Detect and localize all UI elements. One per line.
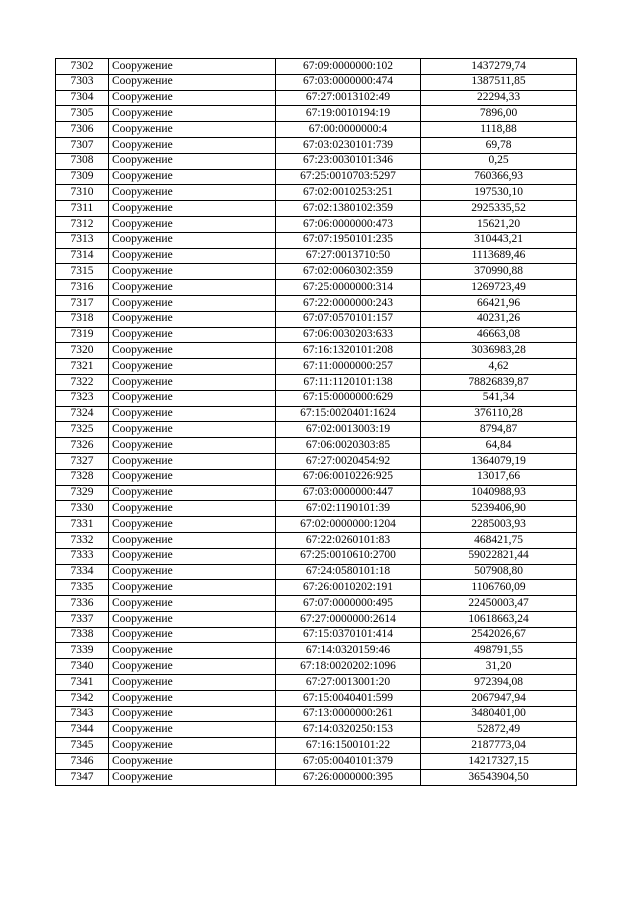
row-number-cell: 7312	[56, 216, 109, 232]
value-cell: 69,78	[421, 137, 577, 153]
cadastral-number-cell: 67:27:0013710:50	[276, 248, 421, 264]
object-type-cell: Сооружение	[109, 659, 276, 675]
table-row	[56, 390, 577, 406]
object-type-cell: Сооружение	[109, 438, 276, 454]
row-number-cell: 7305	[56, 106, 109, 122]
table-row	[56, 106, 577, 122]
object-type-cell: Сооружение	[109, 264, 276, 280]
row-number-cell: 7327	[56, 453, 109, 469]
row-number-cell: 7340	[56, 659, 109, 675]
object-type-cell: Сооружение	[109, 548, 276, 564]
object-type-cell: Сооружение	[109, 311, 276, 327]
value-cell: 7896,00	[421, 106, 577, 122]
value-cell: 498791,55	[421, 643, 577, 659]
cadastral-number-cell: 67:03:0000000:447	[276, 485, 421, 501]
row-number-cell: 7307	[56, 137, 109, 153]
table-row	[56, 169, 577, 185]
table-row	[56, 311, 577, 327]
row-number-cell: 7336	[56, 596, 109, 612]
cadastral-number-cell: 67:02:1380102:359	[276, 201, 421, 217]
table-row	[56, 327, 577, 343]
object-type-cell: Сооружение	[109, 153, 276, 169]
object-type-cell: Сооружение	[109, 343, 276, 359]
table-row	[56, 517, 577, 533]
row-number-cell: 7328	[56, 469, 109, 485]
cadastral-number-cell: 67:06:0010226:925	[276, 469, 421, 485]
row-number-cell: 7322	[56, 374, 109, 390]
table-row	[56, 422, 577, 438]
value-cell: 10618663,24	[421, 611, 577, 627]
value-cell: 1437279,74	[421, 59, 577, 75]
cadastral-number-cell: 67:23:0030101:346	[276, 153, 421, 169]
table-row	[56, 690, 577, 706]
table-row	[56, 185, 577, 201]
table-row	[56, 738, 577, 754]
row-number-cell: 7316	[56, 280, 109, 296]
object-type-cell: Сооружение	[109, 627, 276, 643]
cadastral-number-cell: 67:27:0020454:92	[276, 453, 421, 469]
cadastral-number-cell: 67:02:0013003:19	[276, 422, 421, 438]
object-type-cell: Сооружение	[109, 280, 276, 296]
cadastral-number-cell: 67:25:0010610:2700	[276, 548, 421, 564]
table-row	[56, 580, 577, 596]
table-row	[56, 532, 577, 548]
row-number-cell: 7313	[56, 232, 109, 248]
row-number-cell: 7337	[56, 611, 109, 627]
table-row	[56, 611, 577, 627]
row-number-cell: 7317	[56, 295, 109, 311]
table-row	[56, 343, 577, 359]
value-cell: 2187773,04	[421, 738, 577, 754]
value-cell: 78826839,87	[421, 374, 577, 390]
cadastral-number-cell: 67:26:0010202:191	[276, 580, 421, 596]
value-cell: 40231,26	[421, 311, 577, 327]
value-cell: 1113689,46	[421, 248, 577, 264]
table-row	[56, 59, 577, 75]
value-cell: 52872,49	[421, 722, 577, 738]
row-number-cell: 7344	[56, 722, 109, 738]
object-type-cell: Сооружение	[109, 453, 276, 469]
row-number-cell: 7311	[56, 201, 109, 217]
table-row	[56, 359, 577, 375]
cadastral-number-cell: 67:22:0000000:243	[276, 295, 421, 311]
value-cell: 2285003,93	[421, 517, 577, 533]
object-type-cell: Сооружение	[109, 59, 276, 75]
value-cell: 507908,80	[421, 564, 577, 580]
value-cell: 1118,88	[421, 122, 577, 138]
table-row	[56, 453, 577, 469]
row-number-cell: 7342	[56, 690, 109, 706]
table-row	[56, 769, 577, 785]
object-type-cell: Сооружение	[109, 106, 276, 122]
object-type-cell: Сооружение	[109, 611, 276, 627]
cadastral-number-cell: 67:27:0000000:2614	[276, 611, 421, 627]
table-body	[56, 59, 577, 786]
value-cell: 8794,87	[421, 422, 577, 438]
value-cell: 1106760,09	[421, 580, 577, 596]
row-number-cell: 7319	[56, 327, 109, 343]
cadastral-number-cell: 67:14:0320159:46	[276, 643, 421, 659]
value-cell: 3480401,00	[421, 706, 577, 722]
row-number-cell: 7338	[56, 627, 109, 643]
object-type-cell: Сооружение	[109, 327, 276, 343]
row-number-cell: 7329	[56, 485, 109, 501]
table-row	[56, 564, 577, 580]
row-number-cell: 7341	[56, 675, 109, 691]
object-type-cell: Сооружение	[109, 532, 276, 548]
table-row	[56, 264, 577, 280]
table-row	[56, 74, 577, 90]
value-cell: 1364079,19	[421, 453, 577, 469]
row-number-cell: 7323	[56, 390, 109, 406]
value-cell: 31,20	[421, 659, 577, 675]
row-number-cell: 7309	[56, 169, 109, 185]
object-type-cell: Сооружение	[109, 232, 276, 248]
table-row	[56, 675, 577, 691]
object-type-cell: Сооружение	[109, 564, 276, 580]
cadastral-number-cell: 67:27:0013102:49	[276, 90, 421, 106]
table-row	[56, 706, 577, 722]
cadastral-number-cell: 67:00:0000000:4	[276, 122, 421, 138]
object-type-cell: Сооружение	[109, 580, 276, 596]
row-number-cell: 7320	[56, 343, 109, 359]
value-cell: 22450003,47	[421, 596, 577, 612]
value-cell: 376110,28	[421, 406, 577, 422]
cadastral-number-cell: 67:02:0060302:359	[276, 264, 421, 280]
object-type-cell: Сооружение	[109, 706, 276, 722]
value-cell: 15621,20	[421, 216, 577, 232]
object-type-cell: Сооружение	[109, 295, 276, 311]
table-row	[56, 722, 577, 738]
object-type-cell: Сооружение	[109, 374, 276, 390]
cadastral-number-cell: 67:13:0000000:261	[276, 706, 421, 722]
value-cell: 66421,96	[421, 295, 577, 311]
table-row	[56, 153, 577, 169]
row-number-cell: 7304	[56, 90, 109, 106]
object-type-cell: Сооружение	[109, 216, 276, 232]
table-row	[56, 643, 577, 659]
table-row	[56, 374, 577, 390]
row-number-cell: 7326	[56, 438, 109, 454]
row-number-cell: 7345	[56, 738, 109, 754]
object-type-cell: Сооружение	[109, 390, 276, 406]
value-cell: 2542026,67	[421, 627, 577, 643]
value-cell: 3036983,28	[421, 343, 577, 359]
object-type-cell: Сооружение	[109, 90, 276, 106]
cadastral-number-cell: 67:06:0030203:633	[276, 327, 421, 343]
row-number-cell: 7306	[56, 122, 109, 138]
object-type-cell: Сооружение	[109, 137, 276, 153]
data-table	[55, 58, 577, 786]
value-cell: 46663,08	[421, 327, 577, 343]
cadastral-number-cell: 67:26:0000000:395	[276, 769, 421, 785]
row-number-cell: 7339	[56, 643, 109, 659]
cadastral-number-cell: 67:24:0580101:18	[276, 564, 421, 580]
cadastral-number-cell: 67:07:0000000:495	[276, 596, 421, 612]
table-row	[56, 137, 577, 153]
row-number-cell: 7315	[56, 264, 109, 280]
object-type-cell: Сооружение	[109, 517, 276, 533]
value-cell: 13017,66	[421, 469, 577, 485]
value-cell: 1269723,49	[421, 280, 577, 296]
object-type-cell: Сооружение	[109, 169, 276, 185]
cadastral-number-cell: 67:11:1120101:138	[276, 374, 421, 390]
row-number-cell: 7303	[56, 74, 109, 90]
row-number-cell: 7308	[56, 153, 109, 169]
row-number-cell: 7331	[56, 517, 109, 533]
table-row	[56, 485, 577, 501]
table-row	[56, 201, 577, 217]
row-number-cell: 7330	[56, 501, 109, 517]
value-cell: 59022821,44	[421, 548, 577, 564]
value-cell: 1040988,93	[421, 485, 577, 501]
row-number-cell: 7325	[56, 422, 109, 438]
value-cell: 370990,88	[421, 264, 577, 280]
table-row	[56, 596, 577, 612]
value-cell: 14217327,15	[421, 754, 577, 770]
cadastral-number-cell: 67:03:0000000:474	[276, 74, 421, 90]
value-cell: 2925335,52	[421, 201, 577, 217]
cadastral-number-cell: 67:14:0320250:153	[276, 722, 421, 738]
table-row	[56, 754, 577, 770]
table-row	[56, 469, 577, 485]
value-cell: 2067947,94	[421, 690, 577, 706]
object-type-cell: Сооружение	[109, 422, 276, 438]
cadastral-number-cell: 67:02:1190101:39	[276, 501, 421, 517]
object-type-cell: Сооружение	[109, 185, 276, 201]
table-row	[56, 438, 577, 454]
table-row	[56, 90, 577, 106]
value-cell: 310443,21	[421, 232, 577, 248]
value-cell: 972394,08	[421, 675, 577, 691]
table-row	[56, 295, 577, 311]
object-type-cell: Сооружение	[109, 769, 276, 785]
cadastral-number-cell: 67:06:0020303:85	[276, 438, 421, 454]
cadastral-number-cell: 67:09:0000000:102	[276, 59, 421, 75]
row-number-cell: 7346	[56, 754, 109, 770]
cadastral-number-cell: 67:11:0000000:257	[276, 359, 421, 375]
row-number-cell: 7318	[56, 311, 109, 327]
cadastral-number-cell: 67:15:0040401:599	[276, 690, 421, 706]
cadastral-number-cell: 67:16:1500101:22	[276, 738, 421, 754]
cadastral-number-cell: 67:25:0010703:5297	[276, 169, 421, 185]
table-row	[56, 232, 577, 248]
cadastral-number-cell: 67:15:0370101:414	[276, 627, 421, 643]
row-number-cell: 7335	[56, 580, 109, 596]
cadastral-number-cell: 67:02:0000000:1204	[276, 517, 421, 533]
table-row	[56, 501, 577, 517]
value-cell: 1387511,85	[421, 74, 577, 90]
object-type-cell: Сооружение	[109, 201, 276, 217]
row-number-cell: 7347	[56, 769, 109, 785]
object-type-cell: Сооружение	[109, 754, 276, 770]
row-number-cell: 7321	[56, 359, 109, 375]
row-number-cell: 7314	[56, 248, 109, 264]
row-number-cell: 7343	[56, 706, 109, 722]
cadastral-number-cell: 67:15:0000000:629	[276, 390, 421, 406]
cadastral-number-cell: 67:07:0570101:157	[276, 311, 421, 327]
table-row	[56, 216, 577, 232]
row-number-cell: 7332	[56, 532, 109, 548]
value-cell: 22294,33	[421, 90, 577, 106]
cadastral-number-cell: 67:02:0010253:251	[276, 185, 421, 201]
object-type-cell: Сооружение	[109, 690, 276, 706]
cadastral-number-cell: 67:19:0010194:19	[276, 106, 421, 122]
row-number-cell: 7324	[56, 406, 109, 422]
object-type-cell: Сооружение	[109, 469, 276, 485]
value-cell: 5239406,90	[421, 501, 577, 517]
cadastral-number-cell: 67:27:0013001:20	[276, 675, 421, 691]
object-type-cell: Сооружение	[109, 596, 276, 612]
table-row	[56, 248, 577, 264]
cadastral-number-cell: 67:22:0260101:83	[276, 532, 421, 548]
row-number-cell: 7302	[56, 59, 109, 75]
value-cell: 760366,93	[421, 169, 577, 185]
value-cell: 0,25	[421, 153, 577, 169]
row-number-cell: 7333	[56, 548, 109, 564]
object-type-cell: Сооружение	[109, 643, 276, 659]
table-row	[56, 659, 577, 675]
cadastral-number-cell: 67:15:0020401:1624	[276, 406, 421, 422]
table-row	[56, 627, 577, 643]
value-cell: 541,34	[421, 390, 577, 406]
table-row	[56, 280, 577, 296]
cadastral-number-cell: 67:07:1950101:235	[276, 232, 421, 248]
cadastral-number-cell: 67:16:1320101:208	[276, 343, 421, 359]
table-row	[56, 548, 577, 564]
value-cell: 468421,75	[421, 532, 577, 548]
cadastral-number-cell: 67:03:0230101:739	[276, 137, 421, 153]
cadastral-number-cell: 67:18:0020202:1096	[276, 659, 421, 675]
value-cell: 64,84	[421, 438, 577, 454]
object-type-cell: Сооружение	[109, 722, 276, 738]
value-cell: 197530,10	[421, 185, 577, 201]
object-type-cell: Сооружение	[109, 248, 276, 264]
object-type-cell: Сооружение	[109, 738, 276, 754]
object-type-cell: Сооружение	[109, 485, 276, 501]
value-cell: 4,62	[421, 359, 577, 375]
object-type-cell: Сооружение	[109, 675, 276, 691]
object-type-cell: Сооружение	[109, 406, 276, 422]
value-cell: 36543904,50	[421, 769, 577, 785]
object-type-cell: Сооружение	[109, 122, 276, 138]
object-type-cell: Сооружение	[109, 359, 276, 375]
object-type-cell: Сооружение	[109, 501, 276, 517]
table-row	[56, 406, 577, 422]
cadastral-number-cell: 67:25:0000000:314	[276, 280, 421, 296]
cadastral-number-cell: 67:06:0000000:473	[276, 216, 421, 232]
row-number-cell: 7334	[56, 564, 109, 580]
table-row	[56, 122, 577, 138]
object-type-cell: Сооружение	[109, 74, 276, 90]
cadastral-number-cell: 67:05:0040101:379	[276, 754, 421, 770]
row-number-cell: 7310	[56, 185, 109, 201]
